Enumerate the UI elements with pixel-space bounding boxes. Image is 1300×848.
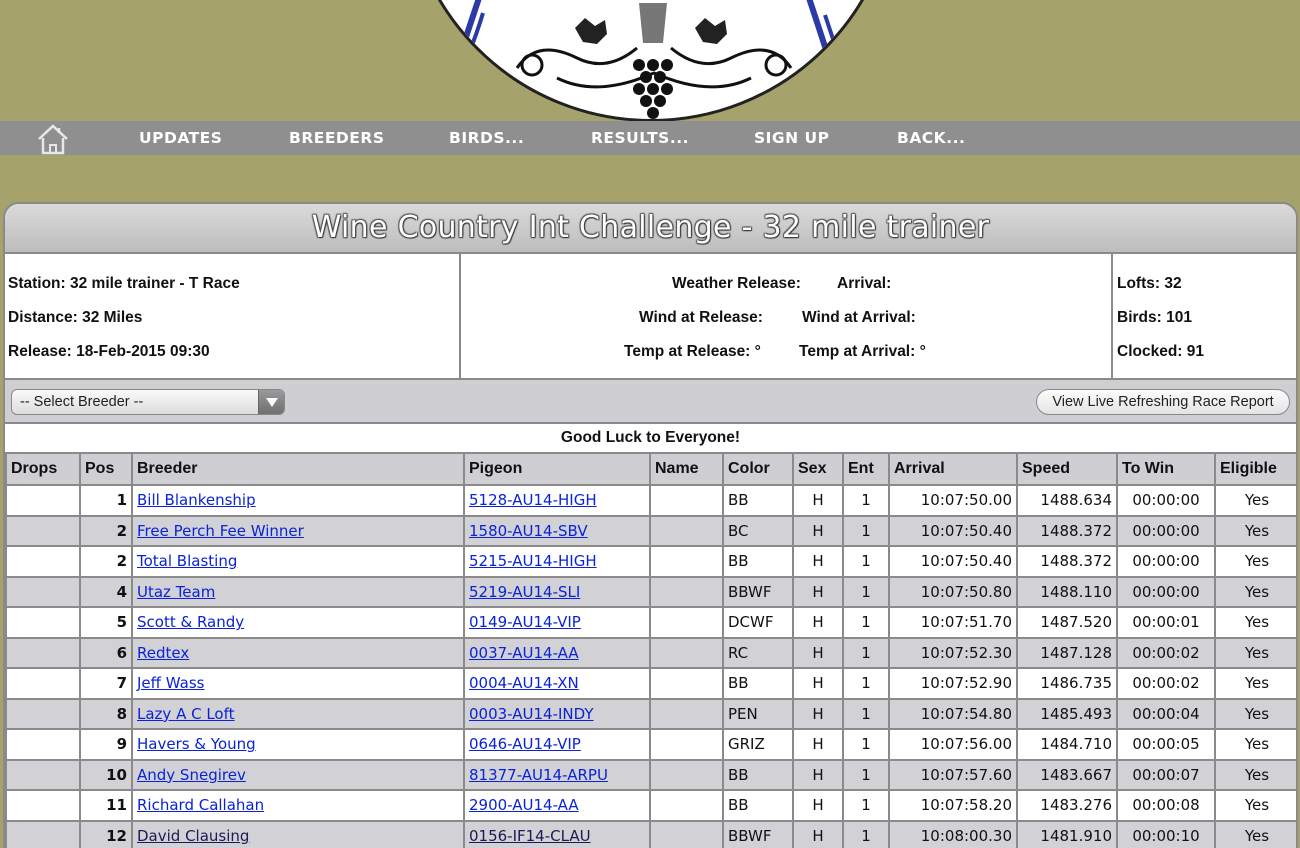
table-header-row [6, 454, 1298, 485]
report-toolbar [5, 380, 1296, 424]
col-pos: Pos [80, 454, 132, 485]
weather-release-label: Weather Release: [672, 275, 801, 292]
race-message: Good Luck to Everyone! [5, 424, 1296, 454]
to-win-cell: 00:00:10 [1117, 821, 1215, 848]
ent-cell: 1 [843, 607, 889, 638]
breeder-link[interactable]: Bill Blankenship [137, 491, 256, 510]
breeder-link[interactable]: Havers & Young [137, 735, 256, 754]
sex-cell: H [793, 790, 843, 821]
breeder-link[interactable]: Jeff Wass [137, 674, 205, 693]
to-win-cell: 00:00:00 [1117, 485, 1215, 516]
sex-cell: H [793, 638, 843, 669]
pigeon-cell [464, 760, 650, 791]
color-cell: BBWF [723, 577, 793, 608]
release-label: Release: 18-Feb-2015 09:30 [8, 343, 210, 360]
sex-cell: H [793, 485, 843, 516]
breeder-link[interactable]: Lazy A C Loft [137, 704, 235, 723]
speed-cell: 1487.128 [1017, 638, 1117, 669]
arrival-cell: 10:07:52.30 [889, 638, 1017, 669]
arrival-label: Arrival: [837, 275, 892, 292]
eligible-cell: Yes [1215, 729, 1298, 760]
eligible-cell: Yes [1215, 485, 1298, 516]
drops-cell [6, 760, 80, 791]
pos-cell: 9 [80, 729, 132, 760]
to-win-cell: 00:00:08 [1117, 790, 1215, 821]
drops-cell [6, 546, 80, 577]
breeder-cell [132, 699, 464, 730]
wind-release-label: Wind at Release: [639, 309, 763, 326]
speed-cell: 1488.110 [1017, 577, 1117, 608]
arrival-cell: 10:07:51.70 [889, 607, 1017, 638]
results-body [6, 485, 1298, 848]
col-to-win: To Win [1117, 454, 1215, 485]
lofts-count: Lofts: 32 [1117, 275, 1182, 292]
arrival-cell: 10:07:52.90 [889, 668, 1017, 699]
speed-cell: 1484.710 [1017, 729, 1117, 760]
pos-cell: 2 [80, 546, 132, 577]
arrival-cell: 10:07:50.40 [889, 546, 1017, 577]
ent-cell: 1 [843, 638, 889, 669]
breeder-link[interactable]: David Clausing [137, 826, 250, 845]
speed-cell: 1485.493 [1017, 699, 1117, 730]
nav-results[interactable]: RESULTS... [591, 129, 689, 147]
to-win-cell: 00:00:07 [1117, 760, 1215, 791]
table-row [6, 668, 1298, 699]
sex-cell: H [793, 607, 843, 638]
arrival-cell: 10:08:00.30 [889, 821, 1017, 848]
eligible-cell: Yes [1215, 760, 1298, 791]
nav-updates[interactable]: UPDATES [139, 129, 223, 147]
eligible-cell: Yes [1215, 638, 1298, 669]
breeder-link[interactable]: Scott & Randy [137, 613, 245, 632]
pos-cell: 2 [80, 516, 132, 547]
breeder-cell [132, 546, 464, 577]
pigeon-link[interactable]: 1580-AU14-SBV [469, 521, 588, 540]
pigeon-cell [464, 577, 650, 608]
arrival-cell: 10:07:56.00 [889, 729, 1017, 760]
eligible-cell: Yes [1215, 577, 1298, 608]
col-sex: Sex [793, 454, 843, 485]
main-nav [0, 121, 1300, 155]
ent-cell: 1 [843, 577, 889, 608]
table-row [6, 607, 1298, 638]
pigeon-link[interactable]: 5128-AU14-HIGH [469, 491, 597, 510]
pos-cell: 7 [80, 668, 132, 699]
pigeon-cell [464, 729, 650, 760]
eligible-cell: Yes [1215, 668, 1298, 699]
pos-cell: 11 [80, 790, 132, 821]
drops-cell [6, 485, 80, 516]
site-logo [404, 0, 898, 122]
nav-back[interactable]: BACK... [897, 129, 966, 147]
drops-cell [6, 790, 80, 821]
pos-cell: 12 [80, 821, 132, 848]
breeder-cell [132, 821, 464, 848]
sex-cell: H [793, 699, 843, 730]
pigeon-link[interactable]: 0156-IF14-CLAU [469, 826, 591, 845]
breeder-link[interactable]: Andy Snegirev [137, 765, 246, 784]
distance-label: Distance: 32 Miles [8, 309, 143, 326]
col-arrival: Arrival [889, 454, 1017, 485]
temp-release-label: Temp at Release: ° [624, 343, 761, 360]
results-table [5, 454, 1298, 848]
table-row [6, 516, 1298, 547]
pos-cell: 6 [80, 638, 132, 669]
color-cell: BB [723, 546, 793, 577]
table-row [6, 729, 1298, 760]
to-win-cell: 00:00:02 [1117, 638, 1215, 669]
race-info-counts [1113, 254, 1298, 380]
table-row [6, 485, 1298, 516]
arrival-cell: 10:07:50.80 [889, 577, 1017, 608]
pigeon-cell [464, 790, 650, 821]
wind-arrival-label: Wind at Arrival: [802, 309, 916, 326]
color-cell: GRIZ [723, 729, 793, 760]
nav-sign-up[interactable]: SIGN UP [754, 129, 830, 147]
to-win-cell: 00:00:04 [1117, 699, 1215, 730]
name-cell [650, 699, 723, 730]
birds-count: Birds: 101 [1117, 309, 1192, 326]
nav-breeders[interactable]: BREEDERS [289, 129, 385, 147]
breeder-cell [132, 729, 464, 760]
pigeon-link[interactable]: 5219-AU14-SLI [469, 582, 581, 601]
ent-cell: 1 [843, 668, 889, 699]
sex-cell: H [793, 668, 843, 699]
col-breeder: Breeder [132, 454, 464, 485]
color-cell: BB [723, 485, 793, 516]
breeder-select[interactable] [11, 389, 285, 415]
ent-cell: 1 [843, 790, 889, 821]
color-cell: DCWF [723, 607, 793, 638]
pigeon-cell [464, 638, 650, 669]
name-cell [650, 516, 723, 547]
pigeon-link[interactable]: 81377-AU14-ARPU [469, 765, 608, 784]
pos-cell: 8 [80, 699, 132, 730]
to-win-cell: 00:00:00 [1117, 516, 1215, 547]
arrival-cell: 10:07:54.80 [889, 699, 1017, 730]
drops-cell [6, 638, 80, 669]
pos-cell: 10 [80, 760, 132, 791]
pigeon-cell [464, 607, 650, 638]
pigeon-cell [464, 668, 650, 699]
grapevine-logo-icon [407, 0, 898, 122]
sex-cell: H [793, 821, 843, 848]
breeder-cell [132, 485, 464, 516]
col-drops: Drops [6, 454, 80, 485]
color-cell: BB [723, 668, 793, 699]
speed-cell: 1488.372 [1017, 516, 1117, 547]
pigeon-link[interactable]: 0003-AU14-INDY [469, 704, 594, 723]
ent-cell: 1 [843, 485, 889, 516]
clocked-count: Clocked: 91 [1117, 343, 1205, 360]
race-report-panel [3, 202, 1298, 848]
breeder-cell [132, 668, 464, 699]
race-info-left [5, 254, 461, 380]
speed-cell: 1486.735 [1017, 668, 1117, 699]
table-row [6, 546, 1298, 577]
table-row [6, 577, 1298, 608]
drops-cell [6, 577, 80, 608]
sex-cell: H [793, 729, 843, 760]
name-cell [650, 546, 723, 577]
col-ent: Ent [843, 454, 889, 485]
eligible-cell: Yes [1215, 699, 1298, 730]
pigeon-link[interactable]: 0037-AU14-AA [469, 643, 579, 662]
breeder-cell [132, 638, 464, 669]
name-cell [650, 760, 723, 791]
sex-cell: H [793, 577, 843, 608]
ent-cell: 1 [843, 760, 889, 791]
drops-cell [6, 516, 80, 547]
arrival-cell: 10:07:57.60 [889, 760, 1017, 791]
sex-cell: H [793, 546, 843, 577]
col-pigeon: Pigeon [464, 454, 650, 485]
to-win-cell: 00:00:00 [1117, 577, 1215, 608]
col-eligible: Eligible [1215, 454, 1298, 485]
name-cell [650, 638, 723, 669]
speed-cell: 1483.667 [1017, 760, 1117, 791]
color-cell: BB [723, 790, 793, 821]
speed-cell: 1481.910 [1017, 821, 1117, 848]
drops-cell [6, 607, 80, 638]
eligible-cell: Yes [1215, 821, 1298, 848]
speed-cell: 1483.276 [1017, 790, 1117, 821]
breeder-link[interactable]: Utaz Team [137, 582, 216, 601]
eligible-cell: Yes [1215, 607, 1298, 638]
home-icon[interactable] [35, 123, 71, 155]
color-cell: BB [723, 760, 793, 791]
table-row [6, 760, 1298, 791]
arrival-cell: 10:07:50.40 [889, 516, 1017, 547]
arrival-cell: 10:07:58.20 [889, 790, 1017, 821]
chevron-down-icon[interactable] [258, 390, 284, 414]
table-row [6, 699, 1298, 730]
to-win-cell: 00:00:00 [1117, 546, 1215, 577]
breeder-cell [132, 760, 464, 791]
pigeon-cell [464, 699, 650, 730]
breeder-cell [132, 790, 464, 821]
eligible-cell: Yes [1215, 790, 1298, 821]
drops-cell [6, 729, 80, 760]
pigeon-link[interactable]: 0004-AU14-XN [469, 674, 579, 693]
pigeon-cell [464, 485, 650, 516]
page-title: Wine Country Int Challenge - 32 mile trainer [5, 204, 1296, 254]
drops-cell [6, 668, 80, 699]
ent-cell: 1 [843, 729, 889, 760]
live-report-button[interactable]: View Live Refreshing Race Report [1036, 389, 1290, 415]
name-cell [650, 668, 723, 699]
breeder-link[interactable]: Redtex [137, 643, 190, 662]
drops-cell [6, 699, 80, 730]
pigeon-link[interactable]: 0646-AU14-VIP [469, 735, 581, 754]
table-row [6, 638, 1298, 669]
to-win-cell: 00:00:01 [1117, 607, 1215, 638]
to-win-cell: 00:00:02 [1117, 668, 1215, 699]
arrival-cell: 10:07:50.00 [889, 485, 1017, 516]
name-cell [650, 577, 723, 608]
name-cell [650, 790, 723, 821]
nav-birds[interactable]: BIRDS... [449, 129, 525, 147]
name-cell [650, 729, 723, 760]
ent-cell: 1 [843, 699, 889, 730]
to-win-cell: 00:00:05 [1117, 729, 1215, 760]
speed-cell: 1488.372 [1017, 546, 1117, 577]
speed-cell: 1487.520 [1017, 607, 1117, 638]
breeder-cell [132, 516, 464, 547]
eligible-cell: Yes [1215, 546, 1298, 577]
name-cell [650, 485, 723, 516]
pigeon-link[interactable]: 2900-AU14-AA [469, 796, 579, 815]
race-info-weather [461, 254, 1113, 380]
breeder-cell [132, 607, 464, 638]
col-speed: Speed [1017, 454, 1117, 485]
station-label: Station: 32 mile trainer - T Race [8, 275, 240, 292]
ent-cell: 1 [843, 821, 889, 848]
pigeon-cell [464, 546, 650, 577]
temp-arrival-label: Temp at Arrival: ° [799, 343, 926, 360]
col-color: Color [723, 454, 793, 485]
color-cell: BBWF [723, 821, 793, 848]
pos-cell: 5 [80, 607, 132, 638]
table-row [6, 821, 1298, 848]
pos-cell: 4 [80, 577, 132, 608]
color-cell: BC [723, 516, 793, 547]
color-cell: RC [723, 638, 793, 669]
name-cell [650, 607, 723, 638]
color-cell: PEN [723, 699, 793, 730]
breeder-cell [132, 577, 464, 608]
pigeon-link[interactable]: 0149-AU14-VIP [469, 613, 581, 632]
pigeon-cell [464, 821, 650, 848]
breeder-link[interactable]: Total Blasting [137, 552, 238, 571]
breeder-select-value: -- Select Breeder -- [20, 394, 144, 410]
pigeon-link[interactable]: 5215-AU14-HIGH [469, 552, 597, 571]
breeder-link[interactable]: Richard Callahan [137, 796, 265, 815]
drops-cell [6, 821, 80, 848]
race-info [5, 254, 1296, 380]
col-name: Name [650, 454, 723, 485]
pigeon-cell [464, 516, 650, 547]
name-cell [650, 821, 723, 848]
pos-cell: 1 [80, 485, 132, 516]
table-row [6, 790, 1298, 821]
eligible-cell: Yes [1215, 516, 1298, 547]
sex-cell: H [793, 760, 843, 791]
ent-cell: 1 [843, 546, 889, 577]
speed-cell: 1488.634 [1017, 485, 1117, 516]
breeder-link[interactable]: Free Perch Fee Winner [137, 521, 304, 540]
sex-cell: H [793, 516, 843, 547]
ent-cell: 1 [843, 516, 889, 547]
